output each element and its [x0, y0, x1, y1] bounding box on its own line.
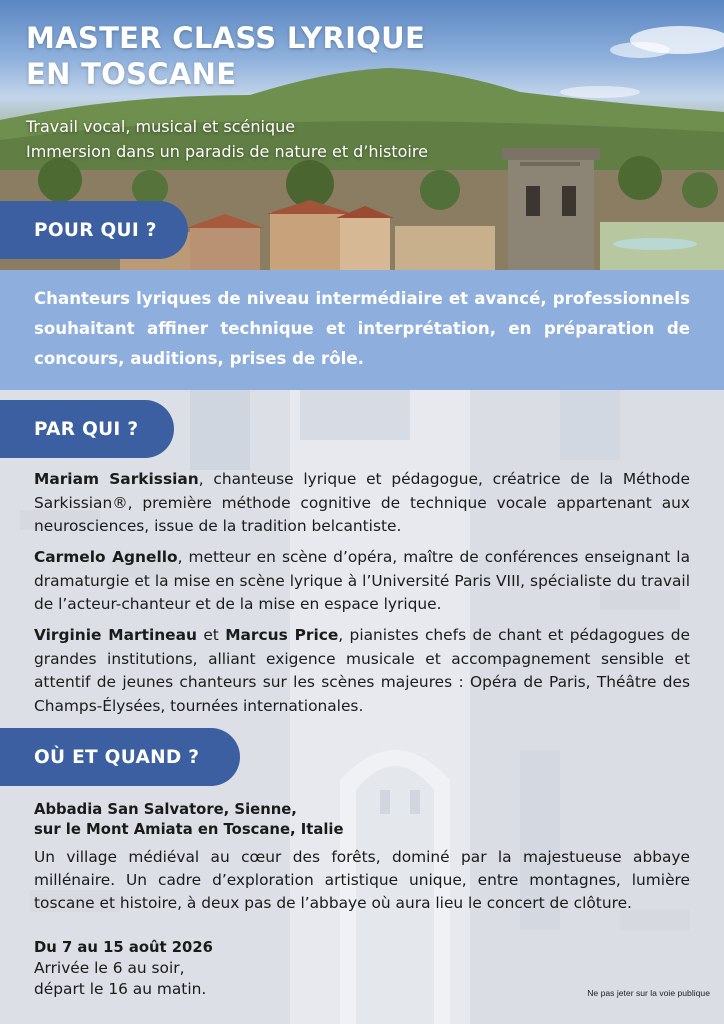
- teacher-name-sarkissian: Mariam Sarkissian: [34, 470, 199, 488]
- teacher-paragraph-pianists: [34, 624, 690, 718]
- teacher-name-martineau: Virginie Martineau: [34, 626, 197, 644]
- location-line2: sur le Mont Amiata en Toscane, Italie: [34, 821, 344, 838]
- arrival-departure: [34, 958, 206, 1000]
- arrival-text: Arrivée le 6 au soir,: [34, 959, 185, 977]
- hero-subtitle: [26, 114, 546, 164]
- hero-title: [26, 20, 486, 92]
- hero-title-line2: EN TOSCANE: [26, 57, 237, 91]
- teacher-name-agnello: Carmelo Agnello: [34, 548, 178, 566]
- section-heading-pour-qui: POUR QUI ?: [0, 201, 188, 259]
- pour-qui-band: Chanteurs lyriques de niveau intermédiaire et avancé, professionnels souhaitant affiner technique et interprétation, en préparation de concours, auditions, prises de rôle.: [0, 270, 724, 390]
- hero-subtitle-line2: Immersion dans un paradis de nature et d’histoire: [26, 142, 428, 161]
- teacher-paragraph-agnello: [34, 546, 690, 617]
- footnote-litter-notice: Ne pas jeter sur la voie publique: [587, 988, 710, 998]
- hero-subtitle-line1: Travail vocal, musical et scénique: [26, 117, 296, 136]
- section-heading-ou-et-quand: OÙ ET QUAND ?: [0, 728, 240, 786]
- teacher-bio-sarkissian: , chanteuse lyrique et pédagogue, créatrice de la Méthode Sarkissian®, première méthode cognitive de technique vocale appartenant aux neurosciences, issue de la tradition belcantiste.: [34, 470, 691, 535]
- teacher-bio-agnello: , metteur en scène d’opéra, maître de conférences enseignant la dramaturgie et la mise en scène lyrique à l’Université Paris VIII, spécialiste du travail de l’acteur-chanteur et de la mise en espace lyrique.: [34, 548, 690, 613]
- hero-title-line1: MASTER CLASS LYRIQUE: [26, 21, 426, 55]
- location-line1: Abbadia San Salvatore, Sienne,: [34, 801, 297, 818]
- section-heading-par-qui: PAR QUI ?: [0, 400, 174, 458]
- location-title: [34, 800, 634, 840]
- teacher-conjunction: et: [196, 626, 226, 644]
- teacher-bio-pianists: , pianistes chefs de chant et pédagogues de grandes institutions, alliant exigence musicale et accompagnement sensible et attentif de jeunes chanteurs sur les scènes majeures : Opéra de Paris, Théâtre des Champs-Élysées, tournées internationales.: [34, 626, 690, 715]
- teacher-paragraph-sarkissian: [34, 468, 690, 539]
- departure-text: départ le 16 au matin.: [34, 980, 207, 998]
- event-dates: Du 7 au 15 août 2026: [34, 939, 213, 956]
- location-description: Un village médiéval au cœur des forêts, dominé par la majestueuse abbaye millénaire. Un cadre d’exploration artistique unique, entre montagnes, lumière toscane et histoire, à deux pas de l’abbaye où aura lieu le concert de clôture.: [34, 848, 690, 912]
- teacher-name-price: Marcus Price: [225, 626, 339, 644]
